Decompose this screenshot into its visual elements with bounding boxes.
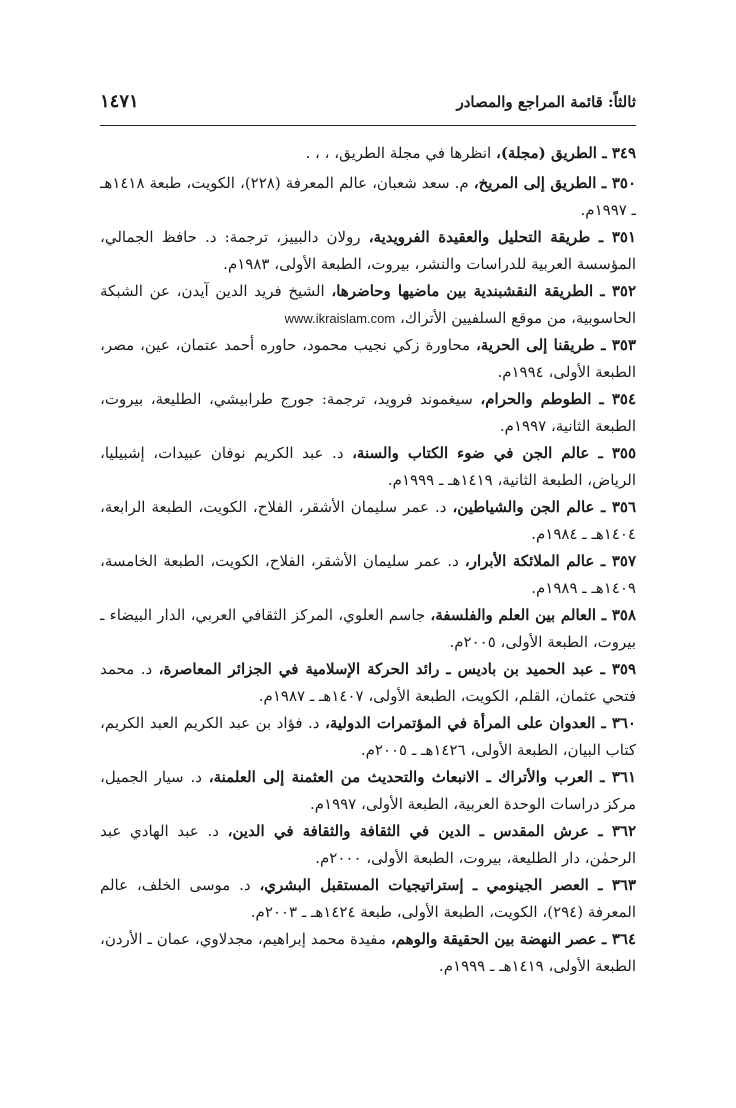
entry-title: الطريق إلى المريخ، <box>473 174 597 192</box>
entry-details: الشيخ فريد الدين آيدن، عن الشبكة الحاسوبية، من موقع السلفيين الأتراك، <box>100 282 636 327</box>
entry-title: عرش المقدس ـ الدين في الثقافة والثقافة في الدين، <box>227 822 590 840</box>
entry-details: د. محمد فتحي عثمان، القلم، الكويت، الطبعة الأولى، ١٤٠٧هـ ـ ١٩٨٧م. <box>100 660 636 705</box>
reference-entry: ٣٥٥ ـ عالم الجن في ضوء الكتاب والسنة، د. عبد الكريم نوفان عبيدات، إشبيليا، الرياض، الطبعة الثانية، ١٤١٩هـ ـ ١٩٩٩م. <box>100 444 636 489</box>
entry-number: ٣٦٤ <box>611 930 636 948</box>
entry-details: د. عبد الكريم نوفان عبيدات، إشبيليا، الرياض، الطبعة الثانية، ١٤١٩هـ ـ ١٩٩٩م. <box>100 444 636 489</box>
section-title: ثالثاً: قائمة المراجع والمصادر <box>456 93 636 111</box>
entry-number: ٣٥٧ <box>611 552 636 570</box>
reference-entry: ٣٥٦ ـ عالم الجن والشياطين، د. عمر سليمان الأشقر، الفلاح، الكويت، الطبعة الرابعة، ١٤٠٤هـ ـ ١٩٨٤م. <box>100 498 636 543</box>
reference-entry: ٣٥٢ ـ الطريقة النقشبندية بين ماضيها وحاضرها، الشيخ فريد الدين آيدن، عن الشبكة الحاسوبية، من موقع السلفيين الأتراك، www.ikraislam.com <box>100 282 636 327</box>
reference-list <box>100 140 636 980</box>
reference-entry: ٣٥٤ ـ الطوطم والحرام، سيغموند فرويد، ترجمة: جورج طرابيشي، الطليعة، بيروت، الطبعة الثانية، ١٩٩٧م. <box>100 390 636 435</box>
reference-entry: ٣٦١ ـ العرب والأتراك ـ الانبعاث والتحديث من العثمنة إلى العلمنة، د. سيار الجميل، مركز دراسات الوحدة العربية، الطبعة الأولى، ١٩٩٧م. <box>100 768 636 813</box>
entry-details: مفيدة محمد إبراهيم، مجدلاوي، عمان ـ الأردن، الطبعة الأولى، ١٤١٩هـ ـ ١٩٩٩م. <box>100 930 636 975</box>
entry-title: عبد الحميد بن باديس ـ رائد الحركة الإسلامية في الجزائر المعاصرة، <box>158 660 594 678</box>
reference-entry: ٣٤٩ ـ الطريق (مجلة)، انظرها في مجلة الطريق، ، ، . <box>305 144 636 162</box>
entry-details: سيغموند فرويد، ترجمة: جورج طرابيشي، الطليعة، بيروت، الطبعة الثانية، ١٩٩٧م. <box>100 390 636 435</box>
entry-number: ٣٥٢ <box>611 282 636 300</box>
entry-title: عالم الملائكة الأبرار، <box>464 552 595 570</box>
reference-entry: ٣٦٤ ـ عصر النهضة بين الحقيقة والوهم، مفيدة محمد إبراهيم، مجدلاوي، عمان ـ الأردن، الطبعة الأولى، ١٤١٩هـ ـ ١٩٩٩م. <box>100 930 636 975</box>
entry-details: م. سعد شعبان، عالم المعرفة (٢٢٨)، الكويت، طبعة ١٤١٨هـ ـ ١٩٩٧م. <box>100 174 636 219</box>
entry-number: ٣٦٠ <box>611 714 636 732</box>
entry-number: ٣٦٣ <box>611 876 636 894</box>
entry-details: د. موسى الخلف، عالم المعرفة (٢٩٤)، الكويت، الطبعة الأولى، طبعة ١٤٢٤هـ ـ ٢٠٠٣م. <box>100 876 636 921</box>
page-header <box>100 85 636 126</box>
entry-details: د. عمر سليمان الأشقر، الفلاح، الكويت، الطبعة الرابعة، ١٤٠٤هـ ـ ١٩٨٤م. <box>100 498 636 543</box>
reference-entry: ٣٥٠ ـ الطريق إلى المريخ، م. سعد شعبان، عالم المعرفة (٢٢٨)، الكويت، طبعة ١٤١٨هـ ـ ١٩٩٧م. <box>100 174 636 219</box>
entry-title: العدوان على المرأة في المؤتمرات الدولية، <box>325 714 596 732</box>
entry-title: عصر النهضة بين الحقيقة والوهم، <box>390 930 597 948</box>
entry-title: الطريقة النقشبندية بين ماضيها وحاضرها، <box>331 282 594 300</box>
entry-title: الطريق (مجلة)، <box>495 144 597 162</box>
entry-number: ٣٥٣ <box>611 336 636 354</box>
entry-number: ٣٥٠ <box>611 174 636 192</box>
entry-number: ٣٥٨ <box>611 606 636 624</box>
entry-number: ٣٦٢ <box>611 822 636 840</box>
reference-entry: ٣٥٧ ـ عالم الملائكة الأبرار، د. عمر سليمان الأشقر، الفلاح، الكويت، الطبعة الخامسة، ١٤٠٩هـ ـ ١٩٨٩م. <box>100 552 636 597</box>
entry-title: طريقة التحليل والعقيدة الفرويدية، <box>368 228 591 246</box>
entry-number: ٣٥٦ <box>611 498 636 516</box>
reference-entry: ٣٥٣ ـ طريقنا إلى الحرية، محاورة زكي نجيب محمود، حاوره أحمد عتمان، عين، مصر، الطبعة الأولى، ١٩٩٤م. <box>100 336 636 381</box>
reference-entry: ٣٥٨ ـ العالم بين العلم والفلسفة، جاسم العلوي، المركز الثقافي العربي، الدار البيضاء ـ بيروت، الطبعة الأولى، ٢٠٠٥م. <box>100 606 636 651</box>
entry-title: طريقنا إلى الحرية، <box>475 336 595 354</box>
entry-title: الطوطم والحرام، <box>480 390 592 408</box>
entry-title: العالم بين العلم والفلسفة، <box>430 606 597 624</box>
page-number: ١٤٧١ <box>100 91 139 112</box>
entry-url: www.ikraislam.com <box>284 311 396 326</box>
reference-entry: ٣٦٣ ـ العصر الجينومي ـ إستراتيجيات المستقبل البشري، د. موسى الخلف، عالم المعرفة (٢٩٤)، الكويت، الطبعة الأولى، طبعة ١٤٢٤هـ ـ ٢٠٠٣م. <box>100 876 636 921</box>
entry-number: ٣٦١ <box>611 768 636 786</box>
entry-number: ٣٥١ <box>611 228 636 246</box>
entry-number: ٣٥٥ <box>611 444 636 462</box>
reference-entry: ٣٥٩ ـ عبد الحميد بن باديس ـ رائد الحركة الإسلامية في الجزائر المعاصرة، د. محمد فتحي عثمان، القلم، الكويت، الطبعة الأولى، ١٤٠٧هـ ـ ١٩٨٧م. <box>100 660 636 705</box>
entry-details: د. عبد الهادي عبد الرحمٰن، دار الطليعة، بيروت، الطبعة الأولى، ٢٠٠٠م. <box>100 822 636 867</box>
reference-entry: ٣٦٢ ـ عرش المقدس ـ الدين في الثقافة والثقافة في الدين، د. عبد الهادي عبد الرحمٰن، دار الطليعة، بيروت، الطبعة الأولى، ٢٠٠٠م. <box>100 822 636 867</box>
entry-details: جاسم العلوي، المركز الثقافي العربي، الدار البيضاء ـ بيروت، الطبعة الأولى، ٢٠٠٥م. <box>100 606 636 651</box>
entry-title: العرب والأتراك ـ الانبعاث والتحديث من العثمنة إلى العلمنة، <box>208 768 593 786</box>
entry-details: محاورة زكي نجيب محمود، حاوره أحمد عتمان، عين، مصر، الطبعة الأولى، ١٩٩٤م. <box>100 336 636 381</box>
reference-entry: ٣٥١ ـ طريقة التحليل والعقيدة الفرويدية، رولان دالبييز، ترجمة: د. حافظ الجمالي، المؤسسة العربية للدراسات والنشر، بيروت، الطبعة الأولى، ١٩٨٣م. <box>100 228 636 273</box>
entry-details: رولان دالبييز، ترجمة: د. حافظ الجمالي، المؤسسة العربية للدراسات والنشر، بيروت، الطبعة الأولى، ١٩٨٣م. <box>100 228 636 273</box>
entry-title: عالم الجن والشياطين، <box>452 498 595 516</box>
entry-details: د. فؤاد بن عبد الكريم العبد الكريم، كتاب البيان، الطبعة الأولى، ١٤٢٦هـ ـ ٢٠٠٥م. <box>100 714 636 759</box>
entry-details: د. عمر سليمان الأشقر، الفلاح، الكويت، الطبعة الخامسة، ١٤٠٩هـ ـ ١٩٨٩م. <box>100 552 636 597</box>
entry-details: د. سيار الجميل، مركز دراسات الوحدة العربية، الطبعة الأولى، ١٩٩٧م. <box>100 768 636 813</box>
entry-number: ٣٤٩ <box>611 144 636 162</box>
reference-entry: ٣٦٠ ـ العدوان على المرأة في المؤتمرات الدولية، د. فؤاد بن عبد الكريم العبد الكريم، كتاب البيان، الطبعة الأولى، ١٤٢٦هـ ـ ٢٠٠٥م. <box>100 714 636 759</box>
entry-number: ٣٥٤ <box>611 390 636 408</box>
entry-details: انظرها في مجلة الطريق، ، ، . <box>305 144 496 162</box>
entry-title: العصر الجينومي ـ إستراتيجيات المستقبل البشري، <box>259 876 589 894</box>
entry-title: عالم الجن في ضوء الكتاب والسنة، <box>352 444 590 462</box>
entry-number: ٣٥٩ <box>611 660 636 678</box>
